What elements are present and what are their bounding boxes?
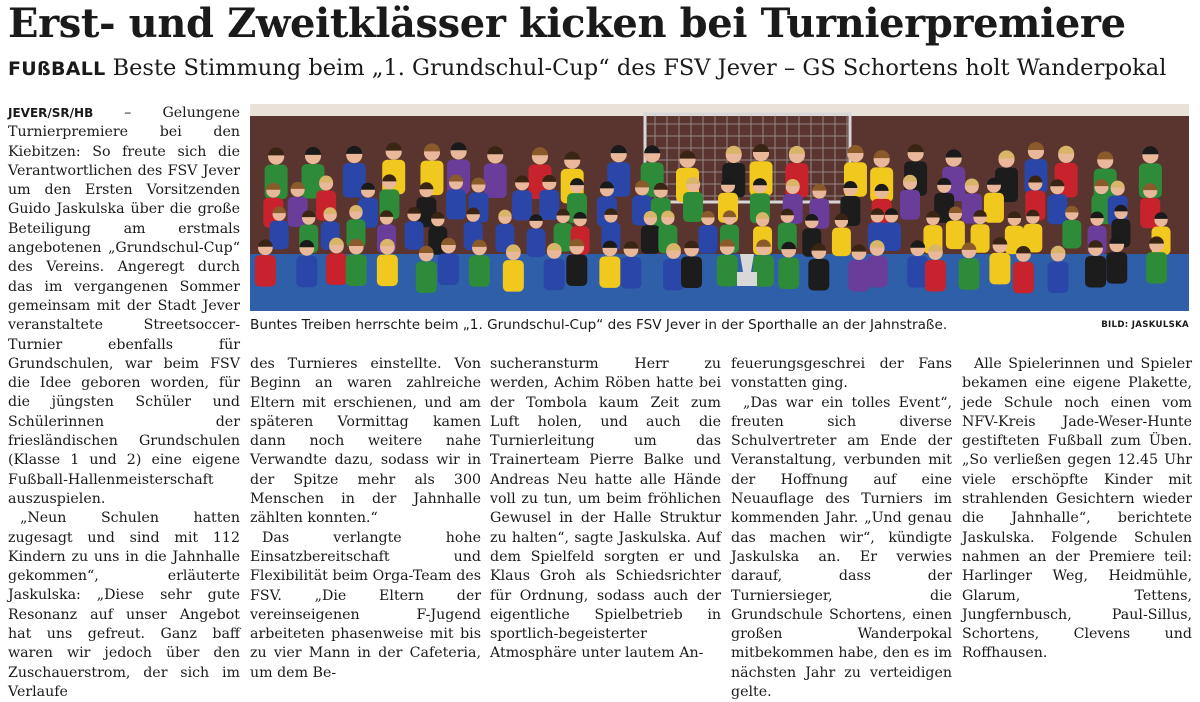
paragraph: Alle Spielerinnen und Spieler bekamen eine eigene Plakette, jede Schule noch einen vom NFV-Kreis Jade-Weser-Hunte gestifteten Fußball zum Üben. „So verließen gegen 12.45 Uhr viele erschöpfte Kinder mit strahlenden Gesichtern wieder die Jahnhalle“, berichtete Jaskulska. Folgende Schulen nahmen an der Premiere teil: Harlinger Weg, Heidmühle, Glarum, Tettens, Jungfernbusch, Paul-Sillus, Schortens, Clevens und Roffhausen. (962, 356, 1192, 662)
paragraph: „Das war ein tolles Event“, freuten sich diverse Schulvertreter am Ende der Veranstaltung, verbunden mit der Hoffnung auf eine Neuauflage des Turniers im kommenden Jahr. „Und genau das machen wir“, kündigte Jaskulska an. Er verwies darauf, dass der Turniersieger, die Grundschule Schortens, einen großen Wanderpokal mitbekommen habe, den es im nächsten Jahr zu verteidigen gelte. (731, 394, 952, 701)
text-column-4 (731, 355, 952, 701)
article-photo (250, 104, 1189, 311)
paragraph (8, 104, 240, 509)
paragraph: Das verlangte hohe Einsatzbereitschaft und Flexibilität beim Orga-Team des FSV. „Die Eltern der vereinseigenen F-Jugend arbeiteten phasenweise mit bis zu vier Mann in der Cafeteria, um dem Be- (250, 529, 481, 681)
photo-credit: BILD: JASKULSKA (1101, 320, 1189, 330)
paragraph-text: – Gelungene Turnierpremiere bei den Kiebitzen: So freute sich die Verantwortlichen des FSV Jever um den Ersten Vorsitzenden Guido Jaskulska über die große Beteiligung am erstmals angebotenen „Grundschul-Cup“ des Vereins. Angeregt durch das im vergangenen Sommer gemeinsam mit der Stadt Jever veranstaltete Streetsoccer-Turnier ebenfalls für Grundschulen, war beim FSV die Idee geboren worden, für die jüngsten Schüler und Schülerinnen der friesländischen Grundschulen (Klasse 1 und 2) eine eigene Fußball-Hallenmeisterschaft auszuspielen. (8, 105, 240, 507)
text-column-3 (490, 355, 721, 662)
photo-caption (250, 314, 1189, 336)
text-column-5 (962, 355, 1192, 662)
paragraph: sucheransturm Herr zu werden, Achim Röben hatte bei der Tombola kaum Zeit zum Luft holen, und auch die Turnierleitung um das Trainerteam Pierre Balke und Andreas Neu hatte alle Hände voll zu tun, um beim fröhlichen Gewusel in der Halle Struktur zu halten“, sagte Jaskulska. Auf dem Spielfeld sorgten er und Klaus Groh als Schiedsrichter für Ordnung, sodass auch der eigentliche Spielbetrieb in sportlich-begeisterter Atmosphäre unter lautem An- (490, 356, 721, 662)
caption-text: Buntes Treiben herrschte beim „1. Grundschul-Cup“ des FSV Jever in der Sporthalle an der Jahnstraße. (250, 317, 948, 333)
text-column-2 (250, 355, 481, 681)
dateline: JEVER/SR/HB (8, 106, 94, 120)
team-photo-illustration (250, 104, 1189, 311)
article-headline: Erst- und Zweitklässer kicken bei Turnierpremiere (8, 0, 1126, 47)
paragraph: des Turnieres einstellte. Von Beginn an waren zahlreiche Eltern mit erschienen, und am späteren Vormittag kamen dann noch weitere nahe Verwandte dazu, sodass wir in der Spitze mehr als 300 Menschen in der Jahnhalle zählten konnten.“ (250, 356, 481, 527)
text-column-1 (8, 104, 240, 700)
article-subline (8, 53, 1194, 84)
paragraph: feuerungsgeschrei der Fans vonstatten ging. (731, 356, 952, 392)
section-kicker: FUßBALL (8, 58, 106, 80)
paragraph: „Neun Schulen hatten zugesagt und sind mit 112 Kindern zu uns in die Jahnhalle gekommen“, erläuterte Jaskulska: „Diese sehr gute Resonanz auf unser Angebot hat uns gefreut. Ganz baff waren wir jedoch über den Zuschauerstrom, der sich im Verlaufe (8, 510, 240, 700)
subline-text: Beste Stimmung beim „1. Grundschul-Cup“ des FSV Jever – GS Schortens holt Wanderpokal (112, 55, 1167, 81)
